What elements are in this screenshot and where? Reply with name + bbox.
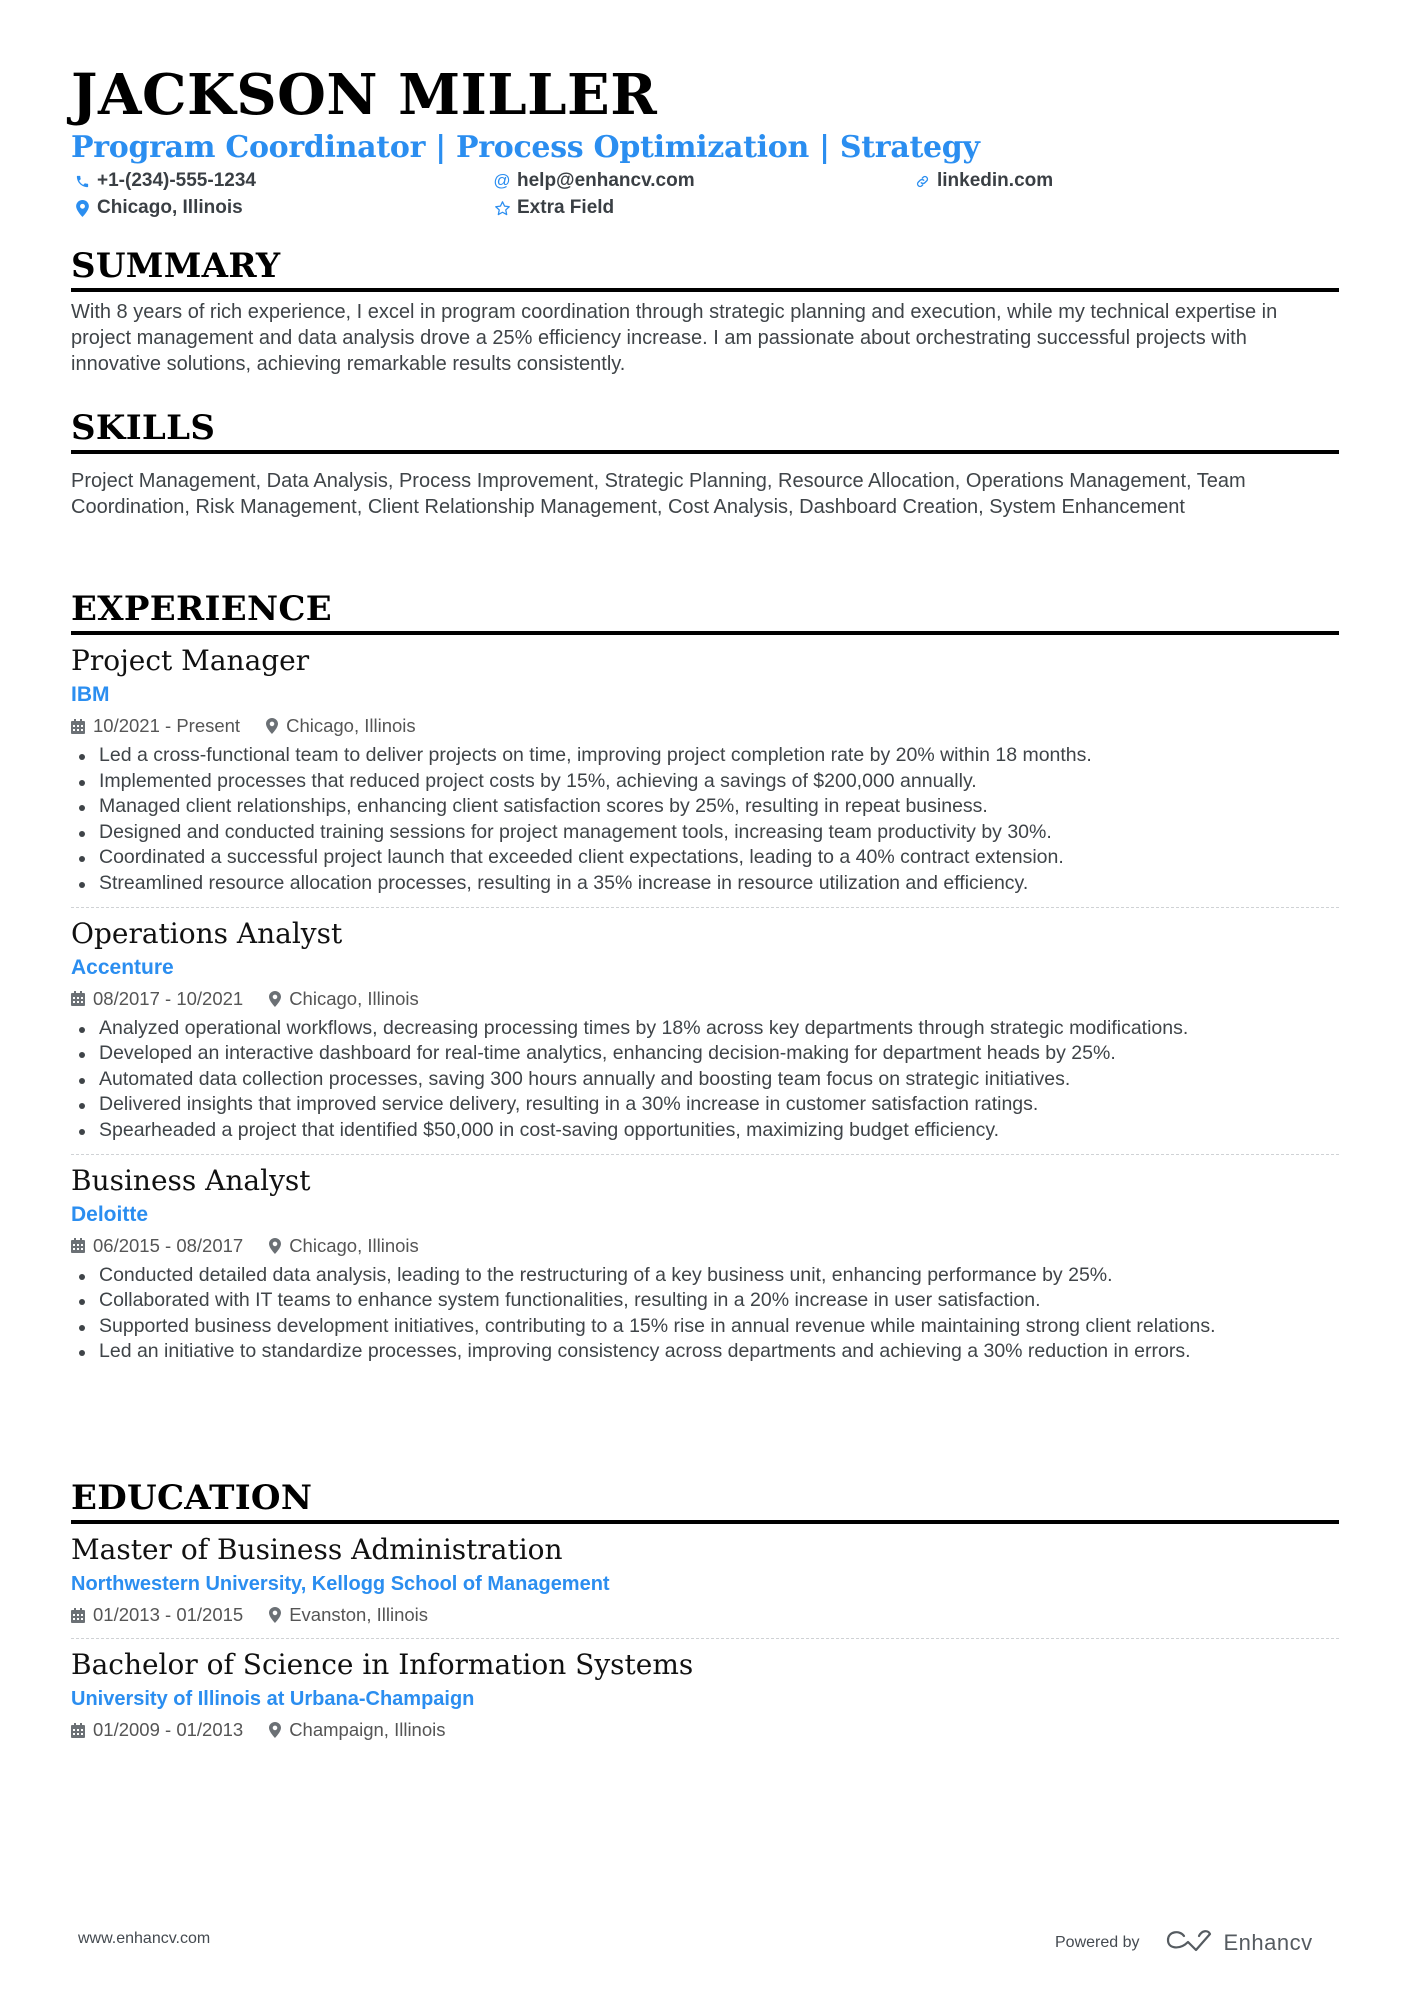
summary-text: With 8 years of rich experience, I excel in program coordination through strategic planning and execution, while my technical expertise in project management and data analysis drove a 25% efficiency increase. I am passionate about orchestrating successful projects with innovative solutions, achieving remarkable results consistently.: [71, 301, 1278, 375]
job-dates: 08/2017 - 10/2021: [93, 987, 244, 1009]
star-icon: [491, 200, 513, 217]
bullet-item: Analyzed operational workflows, decreasing processing times by 18% across key departments through strategic modifications.: [71, 1016, 1339, 1042]
education-location: Champaign, Illinois: [289, 1719, 446, 1740]
bullet-item: Spearheaded a project that identified $50,000 in cost-saving opportunities, maximizing budget efficiency.: [71, 1118, 1339, 1144]
footer-branding: [1055, 1928, 1313, 1957]
section-divider: [71, 631, 1339, 635]
bullet-item: Collaborated with IT teams to enhance system functionalities, resulting in a 20% increase in user satisfaction.: [71, 1288, 1339, 1314]
contact-email[interactable]: @ help@enhancv.com: [491, 169, 695, 193]
at-icon: @: [493, 171, 511, 190]
experience-entry: [71, 916, 1339, 1144]
entry-divider: [71, 1638, 1339, 1639]
entry-divider: [71, 1154, 1339, 1155]
calendar-icon: [71, 991, 85, 1006]
experience-entry: [71, 643, 1339, 897]
bullet-item: Managed client relationships, enhancing client satisfaction scores by 25%, resulting in repeat business.: [71, 794, 1339, 820]
job-dates: 06/2015 - 08/2017: [93, 1234, 244, 1256]
enhancv-logo-icon[interactable]: [1166, 1928, 1214, 1957]
education-location: Evanston, Illinois: [289, 1604, 429, 1625]
bullet-item: Streamlined resource allocation processes, resulting in a 35% increase in resource utilization and efficiency.: [71, 871, 1339, 897]
bullet-item: Delivered insights that improved service delivery, resulting in a 30% increase in customer satisfaction ratings.: [71, 1092, 1339, 1118]
education-meta: [71, 1717, 1339, 1743]
job-title: Project Manager: [71, 644, 310, 677]
calendar-icon: [71, 1238, 85, 1253]
contact-phone[interactable]: +1-(234)-555-1234: [71, 169, 256, 193]
section-title: SUMMARY: [71, 246, 281, 286]
location-pin-icon: [269, 1607, 281, 1623]
contact-linkedin[interactable]: linkedin.com: [911, 169, 1053, 193]
phone-icon: [71, 174, 93, 189]
section-title: EXPERIENCE: [71, 589, 332, 629]
education-dates: 01/2009 - 01/2013: [93, 1719, 244, 1740]
location-pin-icon: [269, 1722, 281, 1738]
powered-by-label: Powered by: [1055, 1933, 1140, 1951]
job-meta: [71, 713, 1339, 739]
bullet-item: Coordinated a successful project launch that exceeded client expectations, leading to a 40% contract extension.: [71, 845, 1339, 871]
section-divider: [71, 1520, 1339, 1524]
degree: Master of Business Administration: [71, 1533, 563, 1566]
job-title: Business Analyst: [71, 1163, 311, 1197]
job-meta: [71, 986, 1339, 1012]
headline: Program Coordinator | Process Optimization | Strategy: [71, 130, 980, 165]
job-location: Chicago, Illinois: [289, 1234, 419, 1256]
bullet-item: Designed and conducted training sessions for project management tools, increasing team productivity by 30%.: [71, 820, 1339, 846]
calendar-icon: [71, 1608, 85, 1623]
job-bullets: [71, 743, 1339, 897]
calendar-icon: [71, 1723, 85, 1738]
job-bullets: [71, 1263, 1339, 1365]
job-meta: [71, 1233, 1339, 1259]
school-name[interactable]: Northwestern University, Kellogg School of Management: [71, 1573, 610, 1595]
location-pin-icon: [269, 991, 281, 1007]
bullet-item: Automated data collection processes, saving 300 hours annually and boosting team focus on strategic initiatives.: [71, 1067, 1339, 1093]
education-dates: 01/2013 - 01/2015: [93, 1604, 244, 1625]
job-title: Operations Analyst: [71, 916, 343, 950]
education-entry: [71, 1647, 1339, 1743]
section-title: EDUCATION: [71, 1478, 313, 1518]
section-title: SKILLS: [71, 408, 216, 448]
section-divider: [71, 450, 1339, 454]
experience-entry: [71, 1163, 1339, 1365]
location-pin-icon: [71, 200, 93, 217]
job-dates: 10/2021 - Present: [93, 715, 241, 736]
calendar-icon: [71, 719, 85, 734]
location-pin-icon: [269, 1238, 281, 1254]
education-section: [71, 1478, 1339, 1743]
bullet-item: Supported business development initiatives, contributing to a 15% rise in annual revenue while maintaining strong client relations.: [71, 1314, 1339, 1340]
education-entry: [71, 1532, 1339, 1628]
degree: Bachelor of Science in Information Systems: [71, 1648, 694, 1681]
skills-text: Project Management, Data Analysis, Process Improvement, Strategic Planning, Resource Allocation, Operations Management, Team Coordination, Risk Management, Client Relationship Management, Cost Analysis, Dashboard Creation, System Enhancement: [71, 470, 1246, 518]
enhancv-brand: Enhancv: [1223, 1929, 1313, 1955]
job-location: Chicago, Illinois: [289, 987, 419, 1009]
skills-section: [71, 408, 1339, 520]
bullet-item: Developed an interactive dashboard for real-time analytics, enhancing decision-making for department heads by 25%.: [71, 1041, 1339, 1067]
company-name[interactable]: Deloitte: [71, 1202, 149, 1226]
job-bullets: [71, 1016, 1339, 1144]
contact-extra-field: Extra Field: [491, 196, 614, 220]
entry-divider: [71, 907, 1339, 908]
section-divider: [71, 288, 1339, 292]
location-pin-icon: [266, 718, 278, 734]
bullet-item: Conducted detailed data analysis, leading to the restructuring of a key business unit, enhancing performance by 25%.: [71, 1263, 1339, 1289]
footer-website-link[interactable]: www.enhancv.com: [78, 1930, 211, 1947]
education-meta: [71, 1602, 1339, 1628]
company-name[interactable]: IBM: [71, 683, 110, 706]
bullet-item: Led an initiative to standardize processes, improving consistency across departments and achieving a 30% reduction in errors.: [71, 1339, 1339, 1365]
bullet-item: Implemented processes that reduced project costs by 15%, achieving a savings of $200,000 annually.: [71, 769, 1339, 795]
school-name[interactable]: University of Illinois at Urbana-Champaign: [71, 1688, 475, 1710]
experience-section: [71, 589, 1339, 1365]
bullet-item: Led a cross-functional team to deliver projects on time, improving project completion rate by 20% within 18 months.: [71, 743, 1339, 769]
contact-location: Chicago, Illinois: [71, 196, 243, 220]
company-name[interactable]: Accenture: [71, 955, 174, 979]
candidate-name: JACKSON MILLER: [71, 62, 658, 128]
link-icon: [911, 174, 933, 189]
job-location: Chicago, Illinois: [286, 715, 416, 736]
summary-section: [71, 246, 1339, 377]
